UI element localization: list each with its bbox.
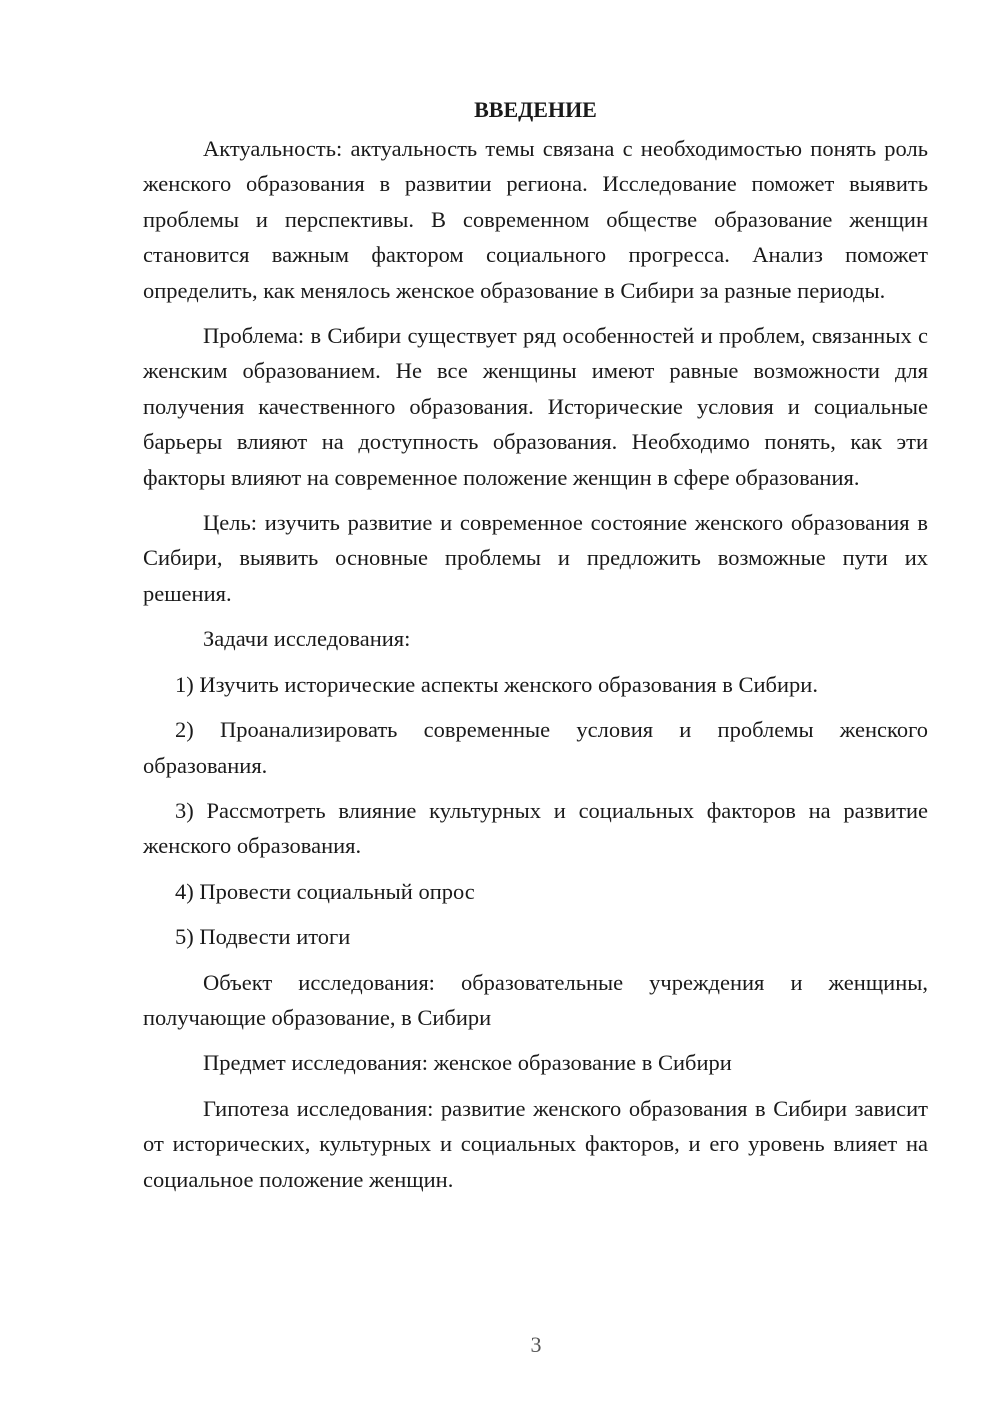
paragraph-goal: Цель: изучить развитие и современное состояние женского образования в Сибири, выявить основные проблемы и предложить возможные пути их решения. [143,510,928,606]
paragraph-hypothesis: Гипотеза исследования: развитие женского образования в Сибири зависит от исторических, культурных и социальных факторов, и его уровень влияет на социальное положение женщин. [143,1095,928,1192]
task-item-3: 3) Рассмотреть влияние культурных и социальных факторов на развитие женского образования. [143,797,928,859]
page-title: ВВЕДЕНИЕ [474,97,597,122]
document-page [143,92,928,1207]
task-item-4: 4) Провести социальный опрос [175,878,475,904]
paragraph-subject: Предмет исследования: женское образование в Сибири [203,1050,732,1076]
paragraph-object: Объект исследования: образовательные учреждения и женщины, получающие образование, в Сибири [143,969,928,1030]
task-item-1: 1) Изучить исторические аспекты женского образования в Сибири. [175,671,818,697]
task-item-5: 5) Подвести итоги [175,924,351,950]
page-number: 3 [530,1332,542,1357]
paragraph-relevance: Актуальность: актуальность темы связана с необходимостью понять роль женского образования в развитии региона. Исследование поможет выявить проблемы и перспективы. В современном обществе образование женщин становится важным фактором социального прогресса. Анализ поможет определить, как менялось женское образование в Сибири за разные периоды. [143,136,928,303]
task-item-2: 2) Проанализировать современные условия и проблемы женского образования. [143,717,928,778]
paragraph-problem: Проблема: в Сибири существует ряд особенностей и проблем, связанных с женским образованием. Не все женщины имеют равные возможности для получения качественного образования. Исторические условия и социальные барьеры влияют на доступность образования. Необходимо понять, как эти факторы влияют на современное положение женщин в сфере образования. [143,323,928,490]
tasks-heading: Задачи исследования: [203,626,411,652]
